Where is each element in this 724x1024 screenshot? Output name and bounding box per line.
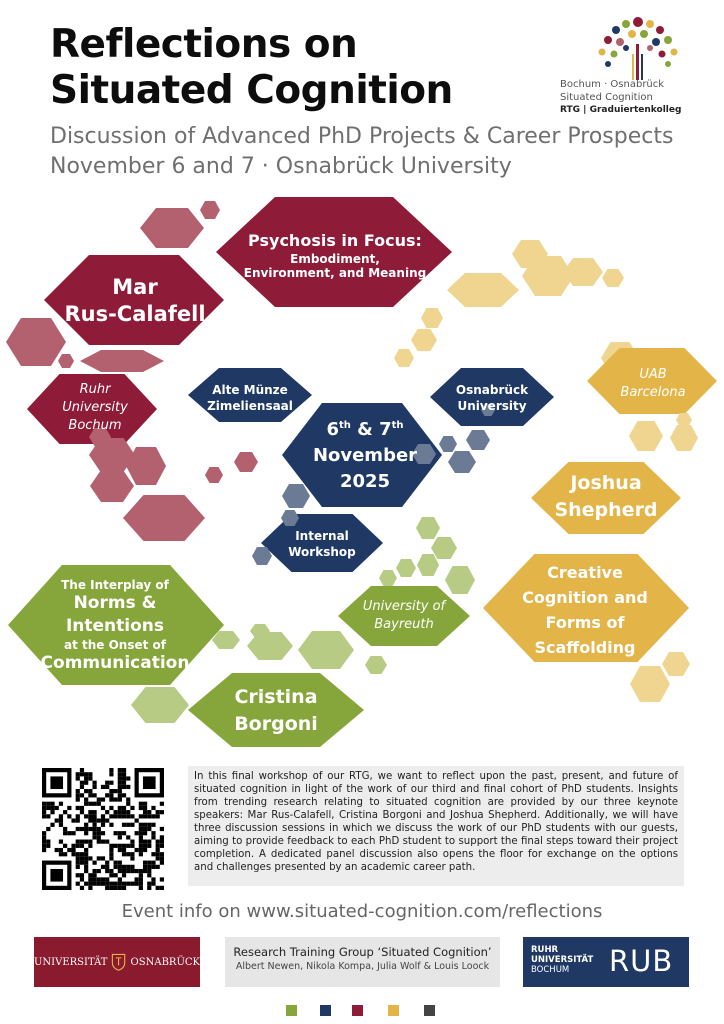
venue-osnabrueck-label — [432, 372, 552, 424]
speaker-mar-label — [50, 266, 220, 336]
hex-deco — [630, 666, 670, 702]
osnabrueck-university-logo — [34, 937, 200, 987]
hex-deco — [90, 470, 134, 502]
hex-small — [416, 517, 440, 539]
osna-line-2: University — [457, 399, 527, 413]
osnabrueck-crest-icon — [111, 949, 126, 975]
color-square-red — [352, 1005, 363, 1016]
description-text: In this final workshop of our RTG, we want to reflect upon the past, present, and future of situated cognition in light of the work of our third and final cohort of PhD students. Insights from trending research relating to situated cognition are provided by our three keynote speakers: Mar Rus-Calafell, Cristina Borgoni and Joshua Shepherd. Additionally, we will have three discussion sessions in which we discuss the work of our PhD students with our guests, aiming to provide feedback to each PhD student to support the final steps toward their project completion. A dedicated panel discussion also opens the floor for exchange on the options and challenges presented by an academic career path. — [188, 766, 684, 886]
hex-small — [466, 430, 490, 450]
hex-small — [394, 349, 414, 367]
psychosis-sub-1: Embodiment, — [290, 251, 380, 266]
venue-uab-label — [590, 356, 716, 412]
osna-line-1: Osnabrück — [455, 383, 529, 397]
color-square-navy — [320, 1005, 331, 1016]
hex-small — [602, 269, 624, 287]
bayreuth-line-2: Bayreuth — [374, 617, 434, 632]
hex-small — [58, 354, 74, 368]
hex-deco — [123, 495, 205, 541]
internal-line-2: Workshop — [288, 545, 356, 559]
rtg-footer-box — [225, 937, 500, 987]
internal-workshop-label — [262, 518, 382, 570]
speaker-cristina-label — [196, 676, 356, 746]
date-line-1: 6th & 7th — [326, 419, 404, 440]
interplay-line-2: Norms & — [73, 592, 157, 613]
color-square-green — [286, 1005, 297, 1016]
logo-line-1: Bochum · Osnabrück — [560, 79, 665, 90]
interplay-label — [10, 566, 220, 686]
mar-line-2: Rus-Calafell — [64, 302, 206, 326]
hex-small — [365, 656, 387, 674]
ruhr-university-logo — [523, 937, 689, 987]
hex-small — [676, 413, 692, 427]
logo-line-3: RTG | Graduiertenkolleg — [560, 105, 682, 115]
date-line-3: 2025 — [339, 471, 391, 492]
date-line-2: November — [312, 445, 418, 466]
venue-ruhr-label — [30, 370, 160, 445]
mar-line-1: Mar — [112, 275, 158, 299]
hex-small — [439, 436, 457, 452]
hex-small — [200, 201, 220, 219]
internal-line-1: Internal — [295, 529, 349, 543]
interplay-line-1: The Interplay of — [61, 577, 169, 592]
rtg-footer-title: Research Training Group ‘Situated Cognition’ — [233, 945, 492, 959]
event-info-link[interactable]: Event info on www.situated-cognition.com/reflections — [121, 901, 603, 922]
creative-cognition-label — [490, 560, 680, 660]
hex-deco — [447, 273, 519, 307]
hex-small — [421, 308, 443, 328]
rub-big-text: RUB — [609, 944, 674, 978]
speaker-joshua-label — [526, 462, 686, 532]
interplay-line-5: Communication — [40, 652, 190, 673]
uos-right-text: OSNABRÜCK — [130, 956, 200, 968]
psychosis-sub-2: Environment, and Meaning — [243, 265, 427, 280]
hex-small — [396, 559, 416, 577]
psychosis-hex-label — [220, 220, 450, 290]
joshua-line-1: Joshua — [570, 472, 642, 494]
joshua-line-2: Shepherd — [554, 499, 658, 521]
interplay-line-3: Intentions — [65, 615, 165, 636]
hex-small — [448, 451, 476, 473]
hex-small — [417, 554, 439, 576]
title-line-2: Situated Cognition — [50, 68, 453, 113]
hex-deco — [629, 421, 663, 451]
uos-left-text: UNIVERSITÄT — [34, 956, 108, 968]
color-square-gold — [388, 1005, 399, 1016]
qr-code[interactable] — [42, 768, 164, 890]
logo-line-2: Situated Cognition — [560, 92, 653, 103]
interplay-line-4: at the Onset of — [63, 637, 166, 652]
hex-deco — [140, 208, 204, 248]
creative-line-2: Cognition and — [522, 588, 648, 607]
rub-small-text: RUHR UNIVERSITÄT BOCHUM — [531, 945, 594, 975]
cristina-line-1: Cristina — [234, 686, 318, 708]
ruhr-line-2: University — [62, 399, 128, 415]
creative-line-3: Forms of — [545, 613, 625, 632]
hex-small — [411, 329, 437, 351]
hex-deco — [670, 425, 698, 451]
hex-small — [431, 537, 457, 559]
ruhr-line-1: Ruhr — [79, 381, 111, 397]
bayreuth-line-1: University of — [362, 599, 446, 614]
creative-line-1: Creative — [547, 563, 623, 582]
title-line-1: Reflections on — [50, 22, 358, 67]
venue-bayreuth-label — [340, 588, 468, 644]
hex-deco — [80, 350, 164, 372]
alte-line-2: Zimeliensaal — [207, 399, 293, 413]
uab-line-1: UAB — [639, 367, 667, 382]
ruhr-line-3: Bochum — [68, 417, 122, 433]
subtitle-line-1: Discussion of Advanced PhD Projects & Career Prospects — [50, 124, 674, 149]
psychosis-title: Psychosis in Focus: — [248, 230, 422, 250]
date-center-label — [290, 404, 440, 504]
rtg-footer-names: Albert Newen, Nikola Kompa, Julia Wolf & Louis Loock — [235, 961, 490, 972]
creative-line-4: Scaffolding — [534, 638, 636, 657]
alte-line-1: Alte Münze — [212, 383, 288, 397]
hex-small — [205, 467, 223, 483]
cristina-line-2: Borgoni — [234, 713, 318, 735]
hex-small — [379, 570, 397, 586]
hex-small — [234, 452, 258, 472]
color-square-dark — [424, 1005, 435, 1016]
subtitle-line-2: November 6 and 7 · Osnabrück University — [50, 154, 512, 179]
uab-line-2: Barcelona — [620, 385, 686, 400]
hex-deco — [131, 687, 189, 723]
